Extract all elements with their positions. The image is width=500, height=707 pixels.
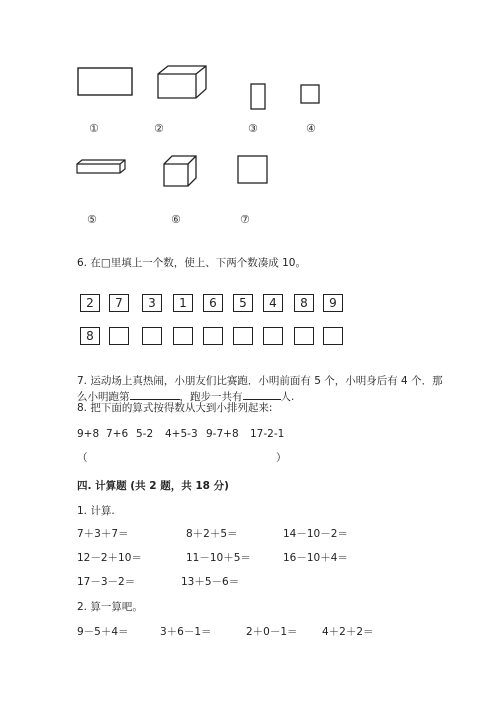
q6-top-box: 1 (173, 294, 193, 312)
shape-label-6: ⑥ (171, 213, 181, 226)
q6-top-box: 2 (80, 294, 100, 312)
q6-top-box: 8 (294, 294, 314, 312)
q6-bottom-box[interactable] (323, 327, 343, 345)
calc-item: 13＋5－6＝ (181, 576, 240, 588)
q6-top-box: 6 (203, 294, 223, 312)
calc-item: 9－5＋4＝ (77, 626, 129, 638)
q8-expr: 17-2-1 (250, 428, 285, 440)
cuboid-shape-2 (156, 64, 210, 100)
q7-line-1: 7. 运动场上真热闹，小朋友们比赛跑．小明前面有 5 个，小明身后有 4 个．那 (77, 375, 443, 387)
square-shape-4 (300, 84, 321, 105)
shape-label-3: ③ (248, 122, 258, 135)
q6-bottom-box[interactable] (109, 327, 129, 345)
q8-expr: 9+8 (77, 428, 100, 440)
cuboid-shape-5 (76, 158, 128, 176)
q6-bottom-box[interactable] (142, 327, 162, 345)
q6-title: 6. 在□里填上一个数，使上、下两个数凑成 10。 (77, 257, 306, 269)
calc-item: 2＋0－1＝ (246, 626, 298, 638)
q8-expr: 4+5-3 (165, 428, 198, 440)
q7-text-b: ，跑步一共有 (179, 391, 243, 403)
q7-text-a: 么小明跑第 (77, 391, 130, 403)
calc-item: 3＋6－1＝ (160, 626, 212, 638)
q6-top-box: 9 (323, 294, 343, 312)
q6-top-box: 7 (109, 294, 129, 312)
calc-item: 4＋2＋2＝ (322, 626, 374, 638)
q7-blank-total[interactable] (243, 388, 281, 400)
q8-expr: 9-7+8 (206, 428, 239, 440)
q6-top-box: 4 (263, 294, 283, 312)
q6-top-box: 5 (233, 294, 253, 312)
q8-expr: 5-2 (136, 428, 154, 440)
q6-bottom-box[interactable] (173, 327, 193, 345)
calc-q2-title: 2. 算一算吧。 (77, 601, 143, 613)
q6-bottom-box[interactable] (294, 327, 314, 345)
calc-item: 12－2＋10＝ (77, 552, 142, 564)
calc-item: 8＋2＋5＝ (186, 528, 238, 540)
calc-item: 11－10＋5＝ (186, 552, 251, 564)
q7-blank-position[interactable] (130, 388, 180, 400)
shape-label-5: ⑤ (87, 213, 97, 226)
calc-q1-title: 1. 计算. (77, 505, 115, 517)
rectangle-shape-3 (250, 83, 267, 111)
calc-item: 7＋3＋7＝ (77, 528, 129, 540)
q6-bottom-box: 8 (80, 327, 100, 345)
shape-label-1: ① (89, 122, 99, 135)
q8-expr: 7+6 (106, 428, 129, 440)
q6-bottom-box[interactable] (233, 327, 253, 345)
calc-item: 17－3－2＝ (77, 576, 136, 588)
square-shape-7 (237, 155, 269, 185)
shape-label-4: ④ (306, 122, 316, 135)
q8-title: 8. 把下面的算式按得数从大到小排列起来: (77, 402, 273, 414)
cube-shape-6 (162, 154, 198, 188)
calc-item: 16－10＋4＝ (283, 552, 348, 564)
q8-paren-open: （ (77, 452, 88, 464)
section-4-heading: 四. 计算题 (共 2 题，共 18 分) (77, 480, 229, 492)
shape-label-7: ⑦ (240, 213, 250, 226)
q7-text-c: 人. (280, 391, 295, 403)
q6-bottom-box[interactable] (203, 327, 223, 345)
shape-label-2: ② (154, 122, 164, 135)
q8-paren-close: ） (276, 452, 287, 464)
q6-top-box: 3 (142, 294, 162, 312)
calc-item: 14－10－2＝ (283, 528, 348, 540)
rectangle-shape-1 (77, 67, 135, 97)
q8-answer-field[interactable] (95, 451, 270, 465)
q6-bottom-box[interactable] (263, 327, 283, 345)
